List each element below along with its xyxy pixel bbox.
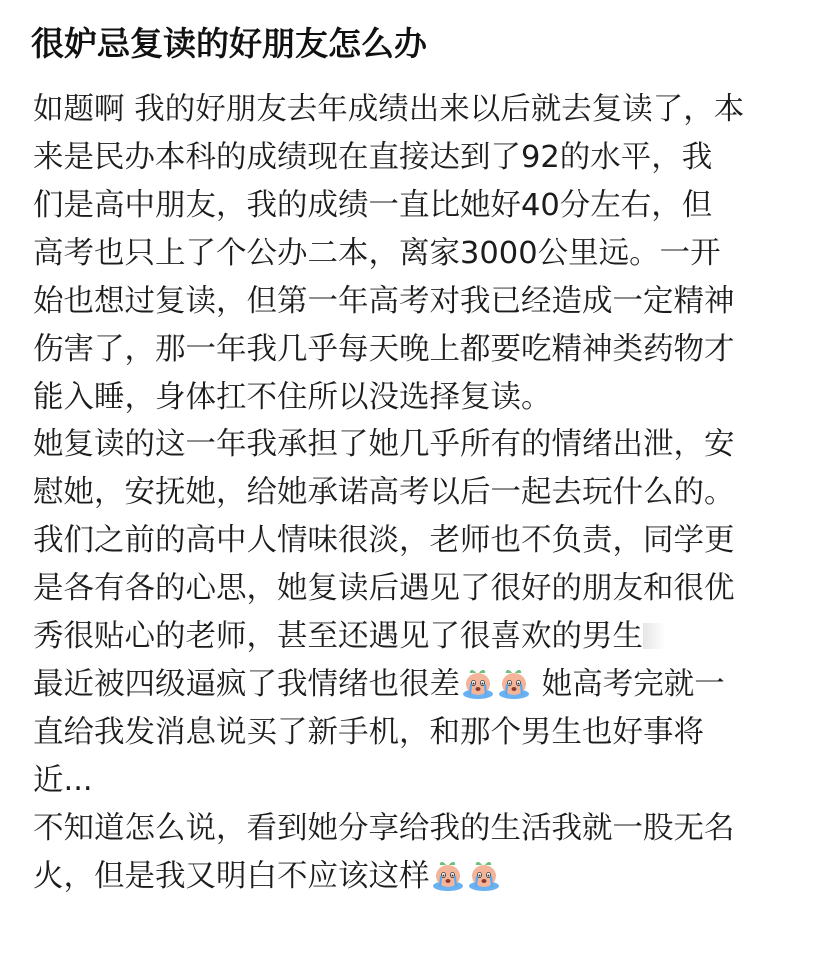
body-line-7: 能入睡，身体扛不住所以没选择复读。 xyxy=(33,380,552,415)
body-line-14: 直给我发消息说买了新手机，和那个男生也好事将 xyxy=(33,715,704,750)
body-line-13-text: 最近被四级逼疯了我情绪也很差 xyxy=(33,667,460,702)
body-line-15: 近... xyxy=(33,763,93,798)
body-line-3: 们是高中朋友，我的成绩一直比她好40分左右，但 xyxy=(33,188,713,223)
body-line-16: 不知道怎么说，看到她分享给我的生活我就一股无名 xyxy=(33,811,735,846)
body-line-17-text: 火，但是我又明白不应该这样 xyxy=(33,859,430,894)
body-line-12-text: 秀很贴心的老师，甚至还遇见了很喜欢的男生 xyxy=(33,619,643,654)
body-line-2: 来是民办本科的成绩现在直接达到了92的水平，我 xyxy=(33,140,713,175)
body-line-1: 如题啊 我的好朋友去年成绩出来以后就去复读了，本 xyxy=(33,92,745,127)
body-line-13-tail: 她高考完就一 xyxy=(541,667,725,702)
body-line-5: 始也想过复读，但第一年高考对我已经造成一定精神 xyxy=(33,284,735,319)
body-line-9: 慰她，安抚她，给她承诺高考以后一起去玩什么的。 xyxy=(33,475,735,510)
body-line-11: 是各有各的心思，她复读后遇见了很好的朋友和很优 xyxy=(33,571,735,606)
body-line-10: 我们之前的高中人情味很淡，老师也不负责，同学更 xyxy=(33,523,735,558)
body-line-4: 高考也只上了个公办二本，离家3000公里远。一开 xyxy=(33,236,721,271)
text-fade xyxy=(643,623,665,649)
crying-peach-sticker-icon xyxy=(467,858,501,892)
body-line-12 xyxy=(33,617,665,657)
body-line-6: 伤害了，那一年我几乎每天晚上都要吃精神类药物才 xyxy=(33,332,735,367)
body-line-13 xyxy=(33,665,725,705)
crying-peach-sticker-icon xyxy=(497,666,531,700)
crying-peach-sticker-icon xyxy=(431,858,465,892)
body-line-17 xyxy=(33,857,502,897)
body-line-8: 她复读的这一年我承担了她几乎所有的情绪出泄，安 xyxy=(33,427,735,462)
crying-peach-sticker-icon xyxy=(461,666,495,700)
post-title: 很妒忌复读的好朋友怎么办 xyxy=(31,24,427,63)
